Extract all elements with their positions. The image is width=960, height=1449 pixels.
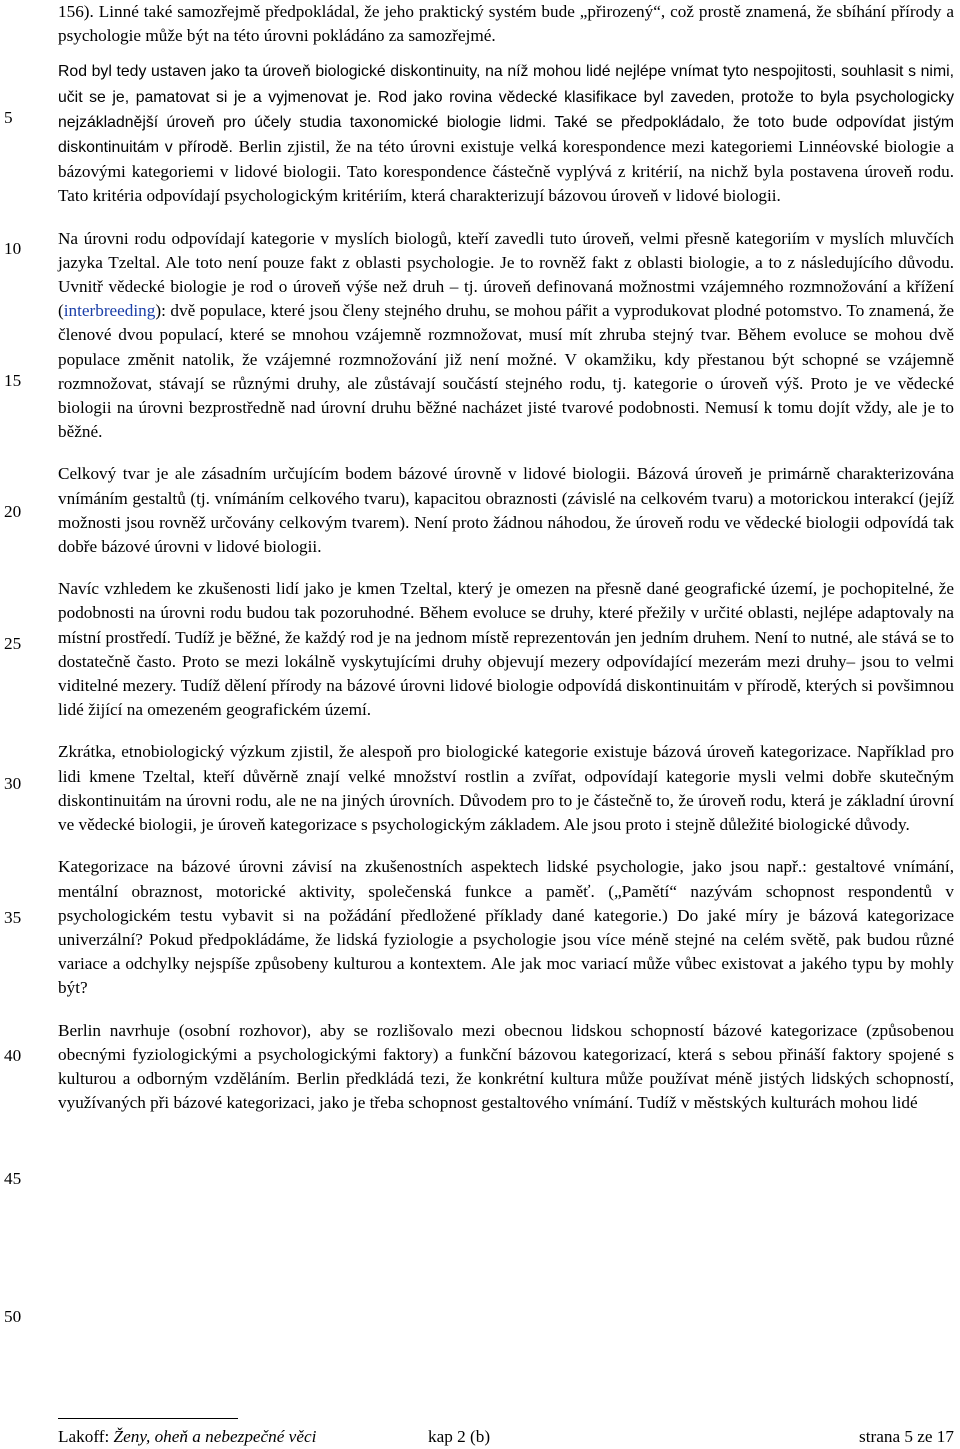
line-number: 45 (4, 1169, 22, 1188)
paragraph-2 (58, 59, 954, 208)
footer-rule (58, 1418, 238, 1419)
paragraph-3-part-b: ): dvě populace, které jsou členy stejného druhu, se mohou pářit a vyprodukovat plodné potomstvo. To znamená, že členové dvou populací, které se mnohou vzájemně rozmnožovat, musí mít zhruba stejný tvar. Během evoluce se mohou dvě populace změnit natolik, že vzájemné rozmnožování již není možné. V okamžiku, kdy přestanou být schopné se vzájemně rozmnožovat, stávají se různými druhy, ale zůstávají součástí stejného rodu, tj. kategorie o úroveň výš. Proto je ve vědecké biologii na úrovni bezprostředně nad úrovní druhu běžné nacházet jisté tvarové podobnosti. Nemusí k tomu dojít vždy, ale je to běžné. (58, 301, 954, 442)
footer-author: Lakoff: (58, 1427, 114, 1446)
line-number: 50 (4, 1307, 22, 1326)
paragraph-7: Kategorizace na bázové úrovni závisí na zkušenostních aspektech lidské psychologie, jako jsou např.: gestaltové vnímání, mentální obraznost, motorické aktivity, společenská funkce a paměť. („Pamětí“ nazývám schopnost respondentů v psychologickém testu vybavit si na požádání předložené příklady dané kategorie.) Do jaké míry je bázová kategorizace univerzální? Pokud předpokládáme, že lidská fyziologie a psychologie jsou více méně stejné na celém světě, pak budou různé variace a odchylky nejspíše způsobeny kulturou a kontextem. Ale jak moc variací může vůbec existovat a jakého typu by mohly být? (58, 857, 954, 998)
paragraph-6: Zkrátka, etnobiologický výzkum zjistil, že alespoň pro biologické kategorie existuje bázová úroveň kategorizace. Například pro lidi kmene Tzeltal, kteří důvěrně znají velké množství rostlin a zvířat, odpovídají kategorie mysli velmi dobře skutečným diskontinuitám na úrovni rodu, ale ne na jiných úrovních. Důvodem pro to je částečně to, že úroveň rodu, která je základní úrovní ve vědecké biologii, je úroveň kategorizace s psychologickým základem. Ale jsou proto i stejně důležité biologické důvody. (58, 742, 954, 835)
footer-book-title: Ženy, oheň a nebezpečné věci (113, 1427, 317, 1446)
footer-citation (58, 1426, 316, 1448)
line-number: 35 (4, 908, 22, 927)
line-number: 10 (4, 239, 22, 258)
line-number: 30 (4, 774, 22, 793)
paragraph-3-part-a: Na úrovni rodu odpovídají kategorie v myslích biologů, kteří zavedli tuto úroveň, velmi přesně kategoriím v myslích mluvčích jazyka Tzeltal. Ale toto není pouze fakt z oblasti psychologie. Je to rovněž fakt z oblasti biologie, a to z následujícího důvodu. Uvnitř vědecké biologie je rod o úroveň výše než druh – tj. úroveň definovaná možnostmi vzájemného rozmnožování a křížení ( (58, 228, 954, 321)
interbreeding-term: interbreeding (63, 301, 156, 321)
footer-page-number: strana 5 ze 17 (859, 1427, 954, 1446)
footer-chapter: kap 2 (b) (428, 1427, 491, 1446)
paragraph-3 (58, 227, 954, 445)
paragraph-5: Navíc vzhledem ke zkušenosti lidí jako je kmen Tzeltal, který je omezen na přesně dané geografické území, je pochopitelné, že podobnosti na úrovni rodu budou tak pozoruhodné. Během evoluce se druhy, které přežily v určité oblasti, nejlépe adaptovaly na místní prostředí. Tudíž je běžné, že každý rod je na jednom místě reprezentován jen jedním druhem. Není to nutné, ale stává se to dostatečně často. Proto se mezi lokálně vyskytujícími druhy objevují mezery odpovídající mezerám mezi druhy– jsou to velmi viditelné mezery. Tudíž dělení přírody na bázové úrovni lidové biologie odpovídá diskontinuitám v přírodě, kterých si povšimnou lidé žijící na omezeném geografickém území. (58, 579, 954, 720)
line-number: 25 (4, 634, 22, 653)
line-number: 15 (4, 371, 22, 390)
paragraph-2-part-b: Rod jako rovina vědecké klasifikace byl zaveden, protože to byla psychologicky nejzákladnější úroveň pro účely studia taxonomické biologie lidmi. Také se předpokládalo, že toto bude odpovídat jistým diskontinuitám v přírodě. (58, 88, 954, 157)
line-number: 40 (4, 1046, 22, 1065)
paragraph-1: 156). Linné také samozřejmě předpokládal, že jeho praktický systém bude „přirozený“, což prostě znamená, že sbíhání přírody a psychologie může být na této úrovni pokládáno za samozřejmé. (58, 2, 954, 46)
paragraph-4: Celkový tvar je ale zásadním určujícím bodem bázové úrovně v lidové biologii. Bázová úroveň je primárně charakterizována vnímáním gestaltů (tj. vnímáním celkového tvaru), kapacitou obraznosti (závislé na celkovém tvaru) a motorickou interakcí (jejíž možnosti jsou rovněž určovány celkovým tvarem). Není proto žádnou náhodou, že úroveň rodu ve vědecké biologii odpovídá tak dobře bázové úrovni v lidové biologii. (58, 464, 954, 557)
line-number: 5 (4, 108, 13, 127)
line-number: 20 (4, 502, 22, 521)
paragraph-8: Berlin navrhuje (osobní rozhovor), aby se rozlišovalo mezi obecnou lidskou schopností bázové kategorizace (způsobenou obecnými fyziologickými a psychologickými faktory) a funkční bázovou kategorizací, která s sebou přináší faktory spojené s kulturou a odborným vzděláním. Berlin předkládá tezi, že konkrétní kultura může používat méně jistých lidských schopností, využívaných při bázové kategorizaci, jako je třeba schopnost gestaltového vnímání. Tudíž v městských kulturách mohou lidé (58, 1020, 954, 1113)
paragraph-2-part-c: Berlin zjistil, že na této úrovni existuje velká korespondence mezi kategoriemi Linnéovské biologie a bázovými kategoriemi v lidové biologii. Tato korespondence částečně vyplývá z kritérií, na nichž byla postavena úroveň rodu. Tato kritéria odpovídají psychologickým kritériím, která charakterizují bázovou úroveň v lidové biologii. (58, 137, 955, 206)
paragraph-2-part-a: Rod byl tedy ustaven jako ta úroveň biologické diskontinuity, na níž mohou lidé nejlépe vnímat tyto nespojitosti, souhlasit s nimi, učit se je, pamatovat si je a vyjmenovat je. (58, 63, 954, 106)
page-footer (58, 1426, 954, 1448)
document-body (58, 0, 954, 1133)
